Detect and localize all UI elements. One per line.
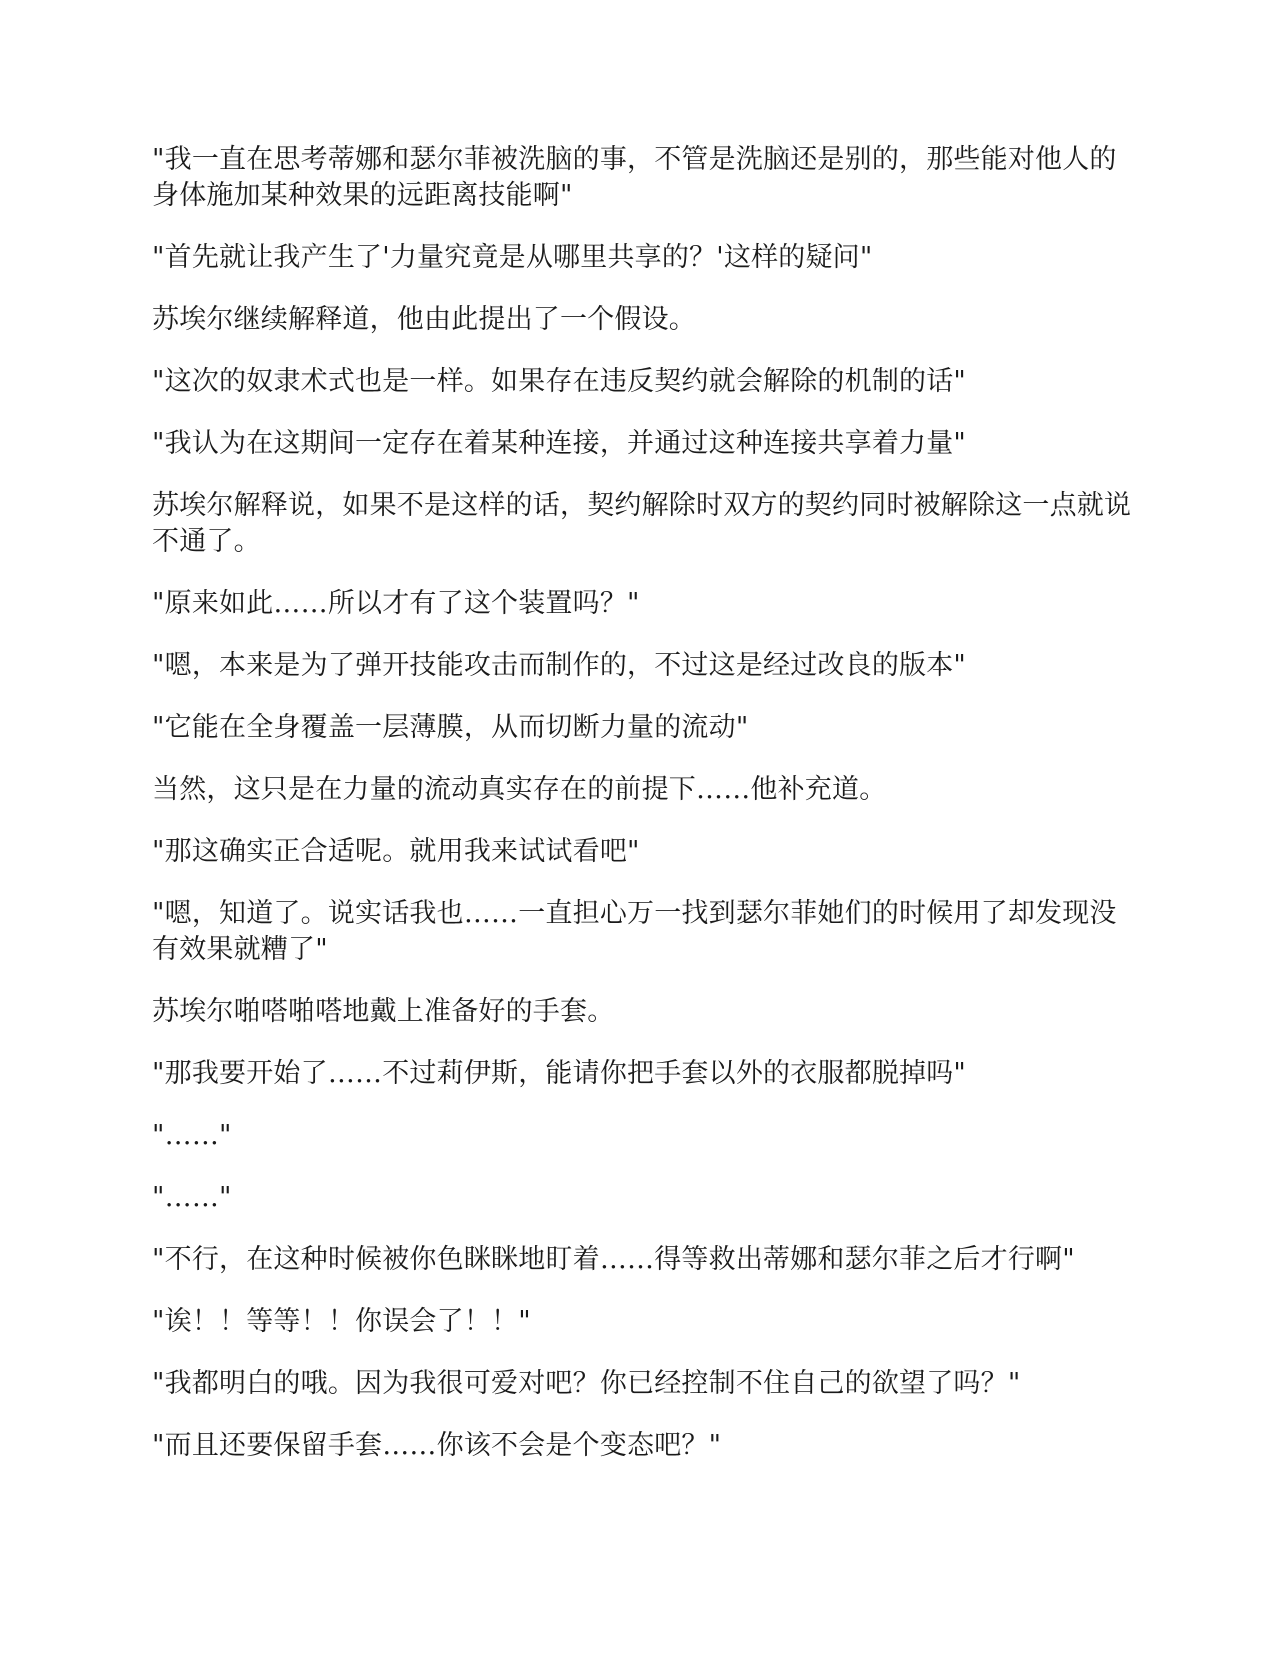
paragraph: "那这确实正合适呢。就用我来试试看吧" [152, 836, 640, 867]
paragraph: "我都明白的哦。因为我很可爱对吧？你已经控制不住自己的欲望了吗？" [152, 1368, 1021, 1399]
paragraph: "首先就让我产生了'力量究竟是从哪里共享的？'这样的疑问" [152, 242, 873, 273]
paragraph: "嗯，知道了。说实话我也……一直担心万一找到瑟尔菲她们的时候用了却发现没有效果就糟了" [152, 898, 1117, 965]
document-page [152, 142, 1132, 1490]
paragraph: 苏埃尔解释说，如果不是这样的话，契约解除时双方的契约同时被解除这一点就说不通了。 [152, 490, 1132, 557]
paragraph: 苏埃尔继续解释道，他由此提出了一个假设。 [152, 304, 696, 335]
paragraph: "这次的奴隶术式也是一样。如果存在违反契约就会解除的机制的话" [152, 366, 967, 397]
paragraph: "它能在全身覆盖一层薄膜，从而切断力量的流动" [152, 712, 749, 743]
paragraph: "我认为在这期间一定存在着某种连接，并通过这种连接共享着力量" [152, 428, 967, 459]
paragraph: "诶！！等等！！你误会了！！" [152, 1306, 531, 1337]
paragraph: "而且还要保留手套……你该不会是个变态吧？" [152, 1430, 722, 1461]
paragraph: "……" [152, 1182, 232, 1213]
paragraph: "嗯，本来是为了弹开技能攻击而制作的，不过这是经过改良的版本" [152, 650, 967, 681]
paragraph: 当然，这只是在力量的流动真实存在的前提下……他补充道。 [152, 774, 887, 805]
paragraph: "我一直在思考蒂娜和瑟尔菲被洗脑的事，不管是洗脑还是别的，那些能对他人的身体施加某种效果的远距离技能啊" [152, 144, 1117, 211]
paragraph: "原来如此……所以才有了这个装置吗？" [152, 588, 640, 619]
paragraph: "不行，在这种时候被你色眯眯地盯着……得等救出蒂娜和瑟尔菲之后才行啊" [152, 1244, 1075, 1275]
paragraph: "……" [152, 1120, 232, 1151]
paragraph: 苏埃尔啪嗒啪嗒地戴上准备好的手套。 [152, 996, 615, 1027]
paragraph: "那我要开始了……不过莉伊斯，能请你把手套以外的衣服都脱掉吗" [152, 1058, 967, 1089]
